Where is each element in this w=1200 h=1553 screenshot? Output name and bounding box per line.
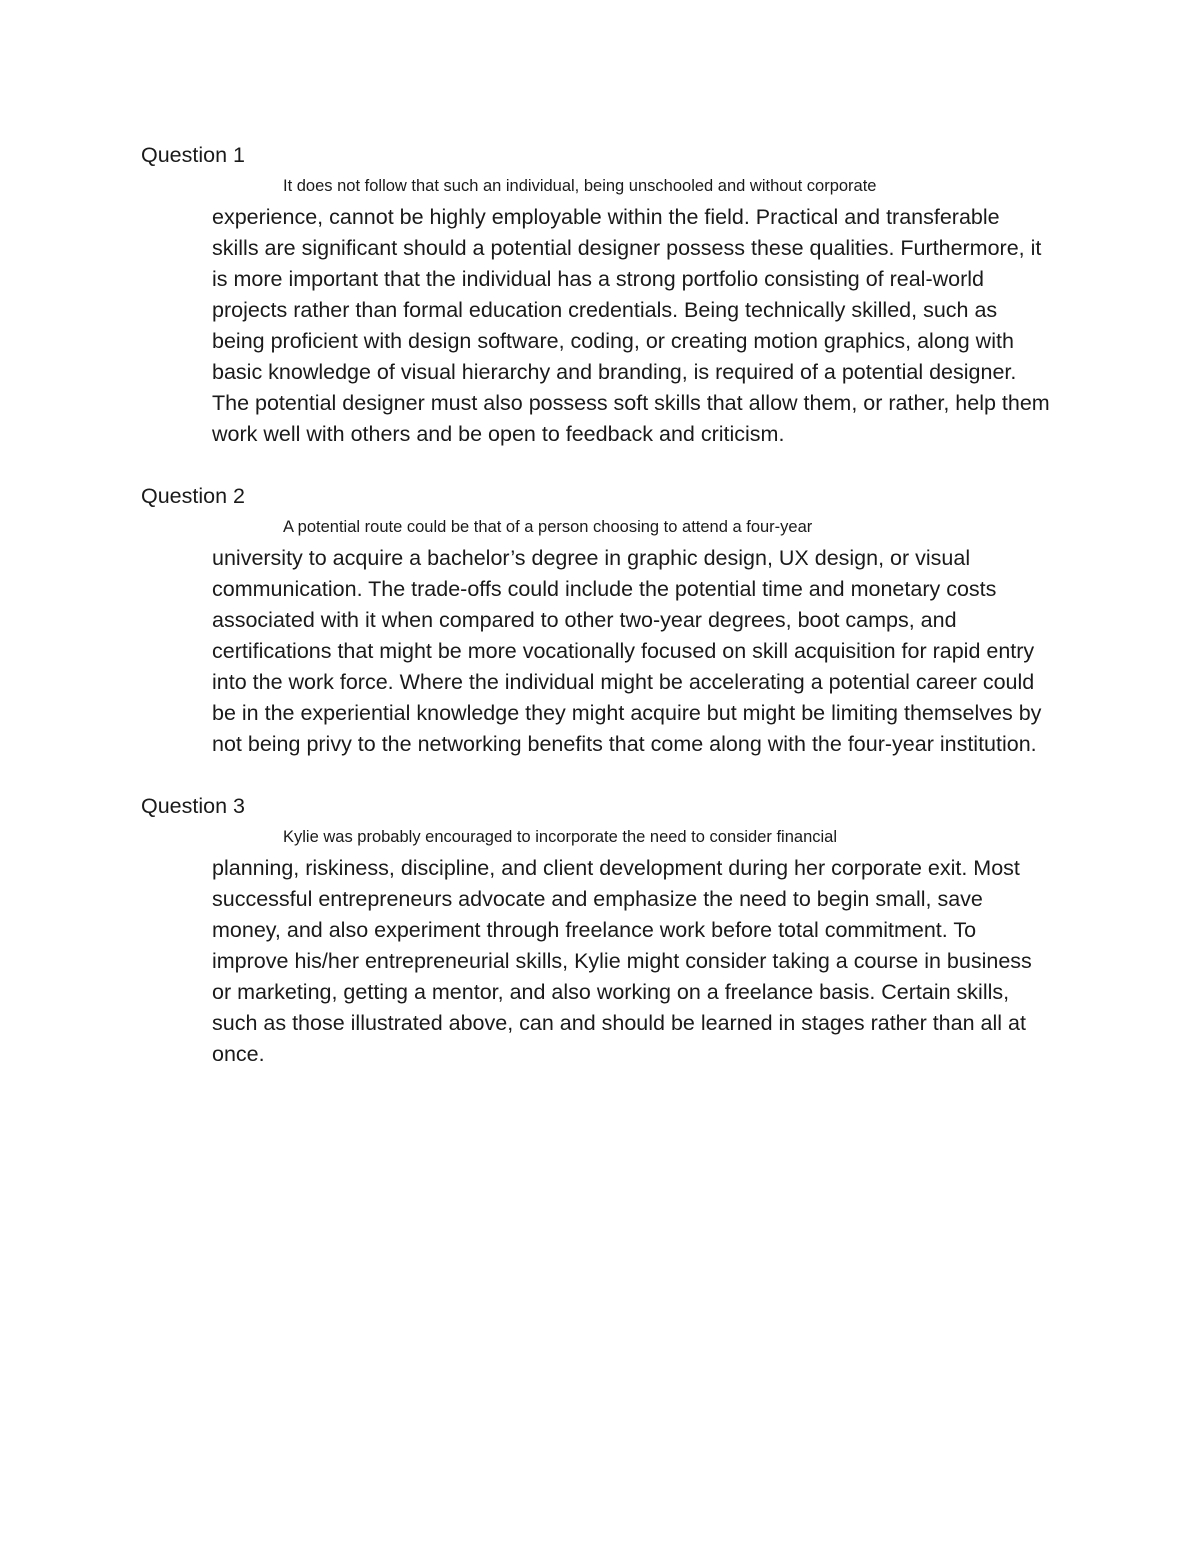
answer-line: work well with others and be open to feedback and criticism. bbox=[212, 422, 785, 446]
question-3-answer bbox=[141, 822, 1061, 1070]
question-3-section bbox=[141, 791, 1061, 1070]
question-1-heading: Question 1 bbox=[141, 143, 245, 167]
answer-line: basic knowledge of visual hierarchy and branding, is required of a potential designer. bbox=[212, 360, 1017, 384]
question-2-heading: Question 2 bbox=[141, 484, 245, 508]
answer-line: projects rather than formal education credentials. Being technically skilled, such as bbox=[212, 298, 998, 322]
answer-line: Kylie was probably encouraged to incorporate the need to consider financial bbox=[283, 828, 838, 846]
answer-line: is more important that the individual has a strong portfolio consisting of real-world bbox=[212, 267, 984, 291]
answer-line: be in the experiential knowledge they might acquire but might be limiting themselves by bbox=[212, 701, 1042, 725]
answer-line: The potential designer must also possess soft skills that allow them, or rather, help them bbox=[212, 391, 1050, 415]
answer-line: or marketing, getting a mentor, and also working on a freelance basis. Certain skills, bbox=[212, 980, 1010, 1004]
question-2-section bbox=[141, 481, 1061, 760]
answer-line: into the work force. Where the individual might be accelerating a potential career could bbox=[212, 670, 1035, 694]
answer-line: improve his/her entrepreneurial skills, Kylie might consider taking a course in business bbox=[212, 949, 1032, 973]
answer-line: not being privy to the networking benefits that come along with the four-year institution. bbox=[212, 732, 1037, 756]
question-2-answer bbox=[141, 512, 1061, 760]
answer-line: communication. The trade-offs could include the potential time and monetary costs bbox=[212, 577, 997, 601]
answer-line: skills are significant should a potential designer possess these qualities. Furthermore, it bbox=[212, 236, 1042, 260]
question-3-heading: Question 3 bbox=[141, 794, 245, 818]
answer-line: university to acquire a bachelor’s degree in graphic design, UX design, or visual bbox=[212, 546, 971, 570]
answer-line: such as those illustrated above, can and should be learned in stages rather than all at bbox=[212, 1011, 1026, 1035]
question-1-section bbox=[141, 140, 1061, 450]
answer-line: planning, riskiness, discipline, and client development during her corporate exit. Most bbox=[212, 856, 1020, 880]
answer-line: once. bbox=[212, 1042, 265, 1066]
answer-line: being proficient with design software, coding, or creating motion graphics, along with bbox=[212, 329, 1014, 353]
question-1-answer bbox=[141, 171, 1061, 450]
answer-line: It does not follow that such an individual, being unschooled and without corporate bbox=[283, 177, 877, 195]
answer-line: successful entrepreneurs advocate and emphasize the need to begin small, save bbox=[212, 887, 983, 911]
answer-line: associated with it when compared to other two-year degrees, boot camps, and bbox=[212, 608, 957, 632]
answer-line: certifications that might be more vocationally focused on skill acquisition for rapid entry bbox=[212, 639, 1035, 663]
answer-line: A potential route could be that of a person choosing to attend a four-year bbox=[283, 518, 813, 536]
document-body bbox=[141, 140, 1061, 1101]
answer-line: experience, cannot be highly employable within the field. Practical and transferable bbox=[212, 205, 1000, 229]
answer-line: money, and also experiment through freelance work before total commitment. To bbox=[212, 918, 977, 942]
